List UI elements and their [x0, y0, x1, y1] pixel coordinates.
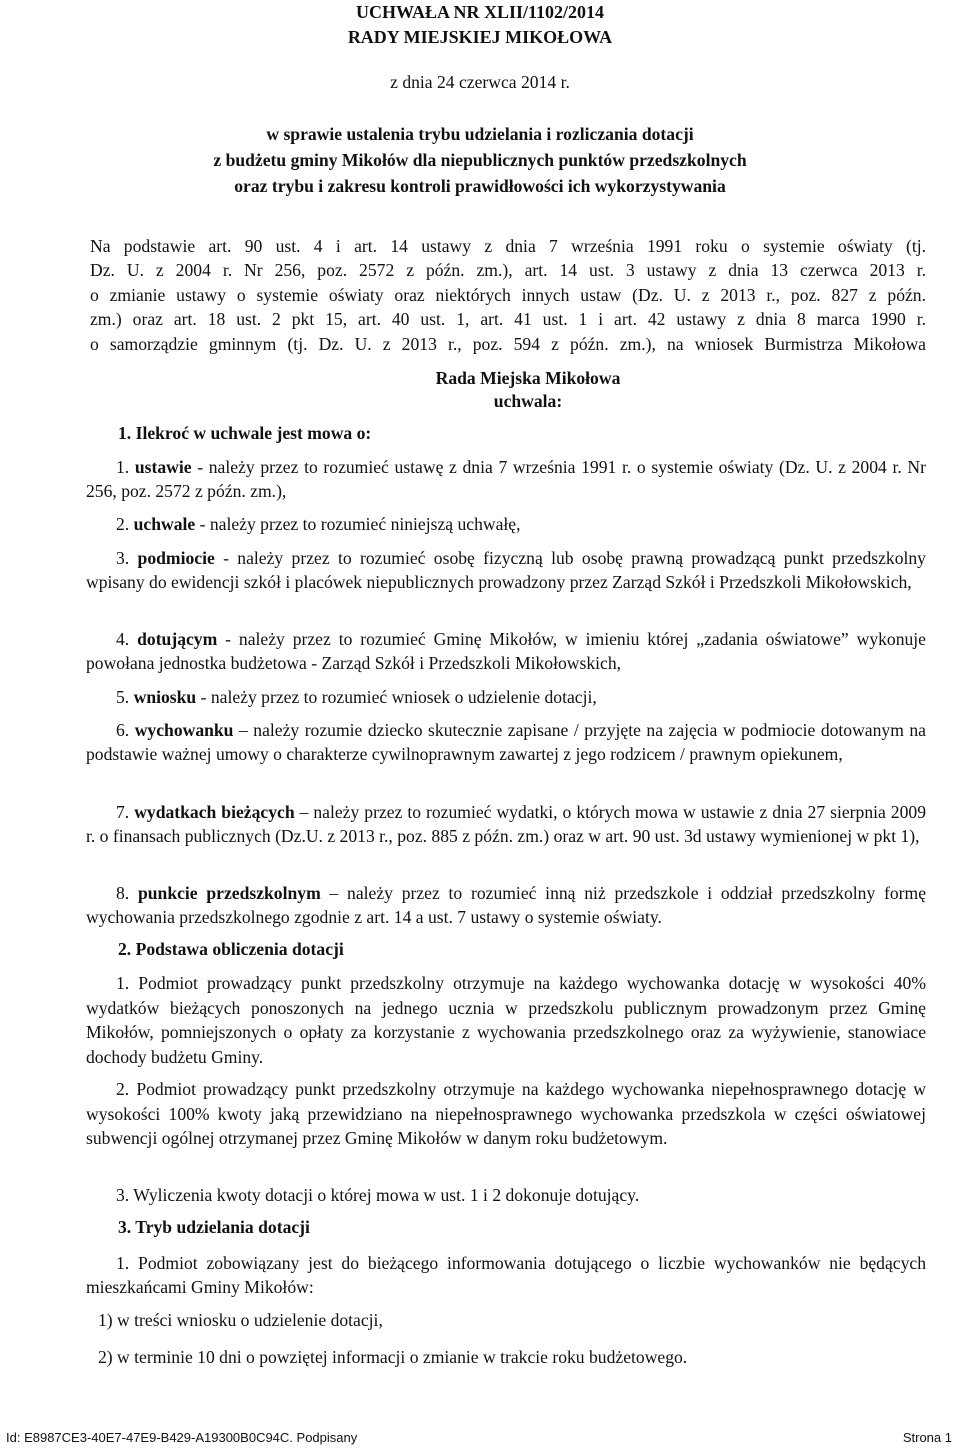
section-2-heading: 2. Podstawa obliczenia dotacji	[118, 939, 344, 959]
legal-basis	[90, 234, 926, 356]
title-line-1: UCHWAŁA NR XLII/1102/2014	[355, 2, 605, 22]
basis-line-2: Dz. U. z 2004 r. Nr 256, poz. 2572 z późn. zm.), art. 14 ust. 3 ustawy z dnia 13 czerwca 2013 r.	[90, 260, 926, 281]
section-2-paragraph-1: 1. Podmiot prowadzący punkt przedszkolny otrzymuje na każdego wychowanka dotację w wysokości 40% wydatków bieżących ponoszonych na jednego ucznia w przedszkolu publicznym prowadzonym przez Gminę Mikołów, pomniejszonych o opłaty za korzystanie z wychowania przedszkolnego oraz za wyżywienie, stanowiace dochody budżetu Gminy.	[86, 973, 926, 1067]
definition-item-3: 3. podmiocie - należy przez to rozumieć osobę fizyczną lub osobę prawną prowadzącą punkt przedszkolny wpisany do ewidencji szkół i placówek niepublicznych prowadzony przez Zarząd Szkół i Przedszkoli Mikołowskich,	[86, 548, 926, 592]
definition-term: podmiocie	[137, 548, 215, 568]
definition-item-2: 2. uchwale - należy przez to rozumieć niniejszą uchwałę,	[116, 514, 521, 534]
council-name: Rada Miejska Mikołowa	[435, 368, 621, 388]
definition-term: wychowanku	[134, 720, 234, 740]
basis-line-1: Na podstawie art. 90 ust. 4 i art. 14 ustawy z dnia 7 września 1991 roku o systemie oświaty (tj.	[90, 236, 926, 256]
document-subject	[0, 121, 960, 199]
council-resolves: uchwala:	[493, 391, 563, 411]
basis-line-3: o zmianie ustawy o systemie oświaty oraz niektórych innych ustaw (Dz. U. z 2013 r., poz. 827 z późn.	[90, 284, 926, 305]
title-line-2: RADY MIEJSKIEJ MIKOŁOWA	[347, 27, 613, 47]
section-1-heading: 1. Ilekroć w uchwale jest mowa o:	[118, 423, 372, 443]
subject-line-2: z budżetu gminy Mikołów dla niepublicznych punktów przedszkolnych	[213, 150, 747, 170]
subject-line-3: oraz trybu i zakresu kontroli prawidłowości ich wykorzystywania	[234, 176, 726, 196]
definition-term: uchwale	[133, 514, 196, 534]
basis-line-5: o samorządzie gminnym (tj. Dz. U. z 2013 r., poz. 594 z późn. zm.), na wniosek Burmistrza Mikołowa	[90, 333, 926, 354]
subject-line-1: w sprawie ustalenia trybu udzielania i rozliczania dotacji	[266, 124, 694, 144]
definition-term: ustawie	[134, 457, 192, 477]
definition-term: punkcie przedszkolnym	[137, 883, 321, 903]
definition-term: dotującym	[137, 629, 218, 649]
definition-item-1: 1. ustawie - należy przez to rozumieć ustawę z dnia 7 września 1991 r. o systemie oświaty (Dz. U. z 2004 r. Nr 256, poz. 2572 z późn. zm.),	[86, 457, 926, 501]
page-number: Strona 1	[902, 1430, 952, 1445]
definition-term: wydatkach bieżących	[134, 802, 295, 822]
definition-item-6: 6. wychowanku – należy rozumie dziecko skutecznie zapisane / przyjęte na zajęcia w podmiocie dotowanym na podstawie ważnej umowy o charakterze cywilnoprawnym zawartej z jego rodzicem / prawnym opiekunem,	[86, 720, 926, 764]
section-3-paragraph-1: 1. Podmiot zobowiązany jest do bieżącego informowania dotującego o liczbie wychowanków nie będących mieszkańcami Gminy Mikołów:	[86, 1253, 926, 1297]
section-2-paragraph-2: 2. Podmiot prowadzący punkt przedszkolny otrzymuje na każdego wychowanka niepełnosprawnego dotację w wysokości 100% kwoty jaką przewidziano na niepełnosprawnego wychowanka przedszkola w części oświatowej subwencji ogólnej otrzymanej przez Gminę Mikołów w danym roku budżetowym.	[86, 1079, 926, 1148]
document-date: z dnia 24 czerwca 2014 r.	[390, 72, 570, 92]
definition-item-4: 4. dotującym - należy przez to rozumieć Gminę Mikołów, w imieniu której „zadania oświatowe” wykonuje powołana jednostka budżetowa - Zarząd Szkół i Przedszkoli Mikołowskich,	[86, 629, 926, 673]
council-statement	[398, 367, 658, 413]
definition-item-7: 7. wydatkach bieżących – należy przez to rozumieć wydatki, o których mowa w ustawie z dnia 27 sierpnia 2009 r. o finansach publicznych (Dz.U. z 2013 r., poz. 885 z późn. zm.) oraz w art. 90 ust. 3d ustawy wymienionej w pkt 1),	[86, 802, 926, 846]
basis-line-4: zm.) oraz art. 18 ust. 2 pkt 15, art. 40 ust. 1, art. 41 ust. 1 i art. 42 ustawy z dnia 8 marca 1990 r.	[90, 309, 926, 330]
section-3-heading: 3. Tryb udzielania dotacji	[118, 1217, 310, 1237]
section-3-subitem-1: 1) w treści wniosku o udzielenie dotacji,	[98, 1310, 383, 1330]
document-title	[0, 0, 960, 50]
section-2-paragraph-3: 3. Wyliczenia kwoty dotacji o której mowa w ust. 1 i 2 dokonuje dotujący.	[116, 1185, 640, 1205]
document-id: Id: E8987CE3-40E7-47E9-B429-A19300B0C94C. Podpisany	[6, 1430, 358, 1445]
section-3-subitem-2: 2) w terminie 10 dni o powziętej informacji o zmianie w trakcie roku budżetowego.	[98, 1347, 688, 1367]
definition-item-8: 8. punkcie przedszkolnym – należy przez to rozumieć inną niż przedszkole i oddział przedszkolny formę wychowania przedszkolnego zgodnie z art. 14 a ust. 7 ustawy o systemie oświaty.	[86, 883, 926, 927]
definition-term: wniosku	[133, 687, 197, 707]
definition-item-5: 5. wniosku - należy przez to rozumieć wniosek o udzielenie dotacji,	[116, 687, 597, 707]
